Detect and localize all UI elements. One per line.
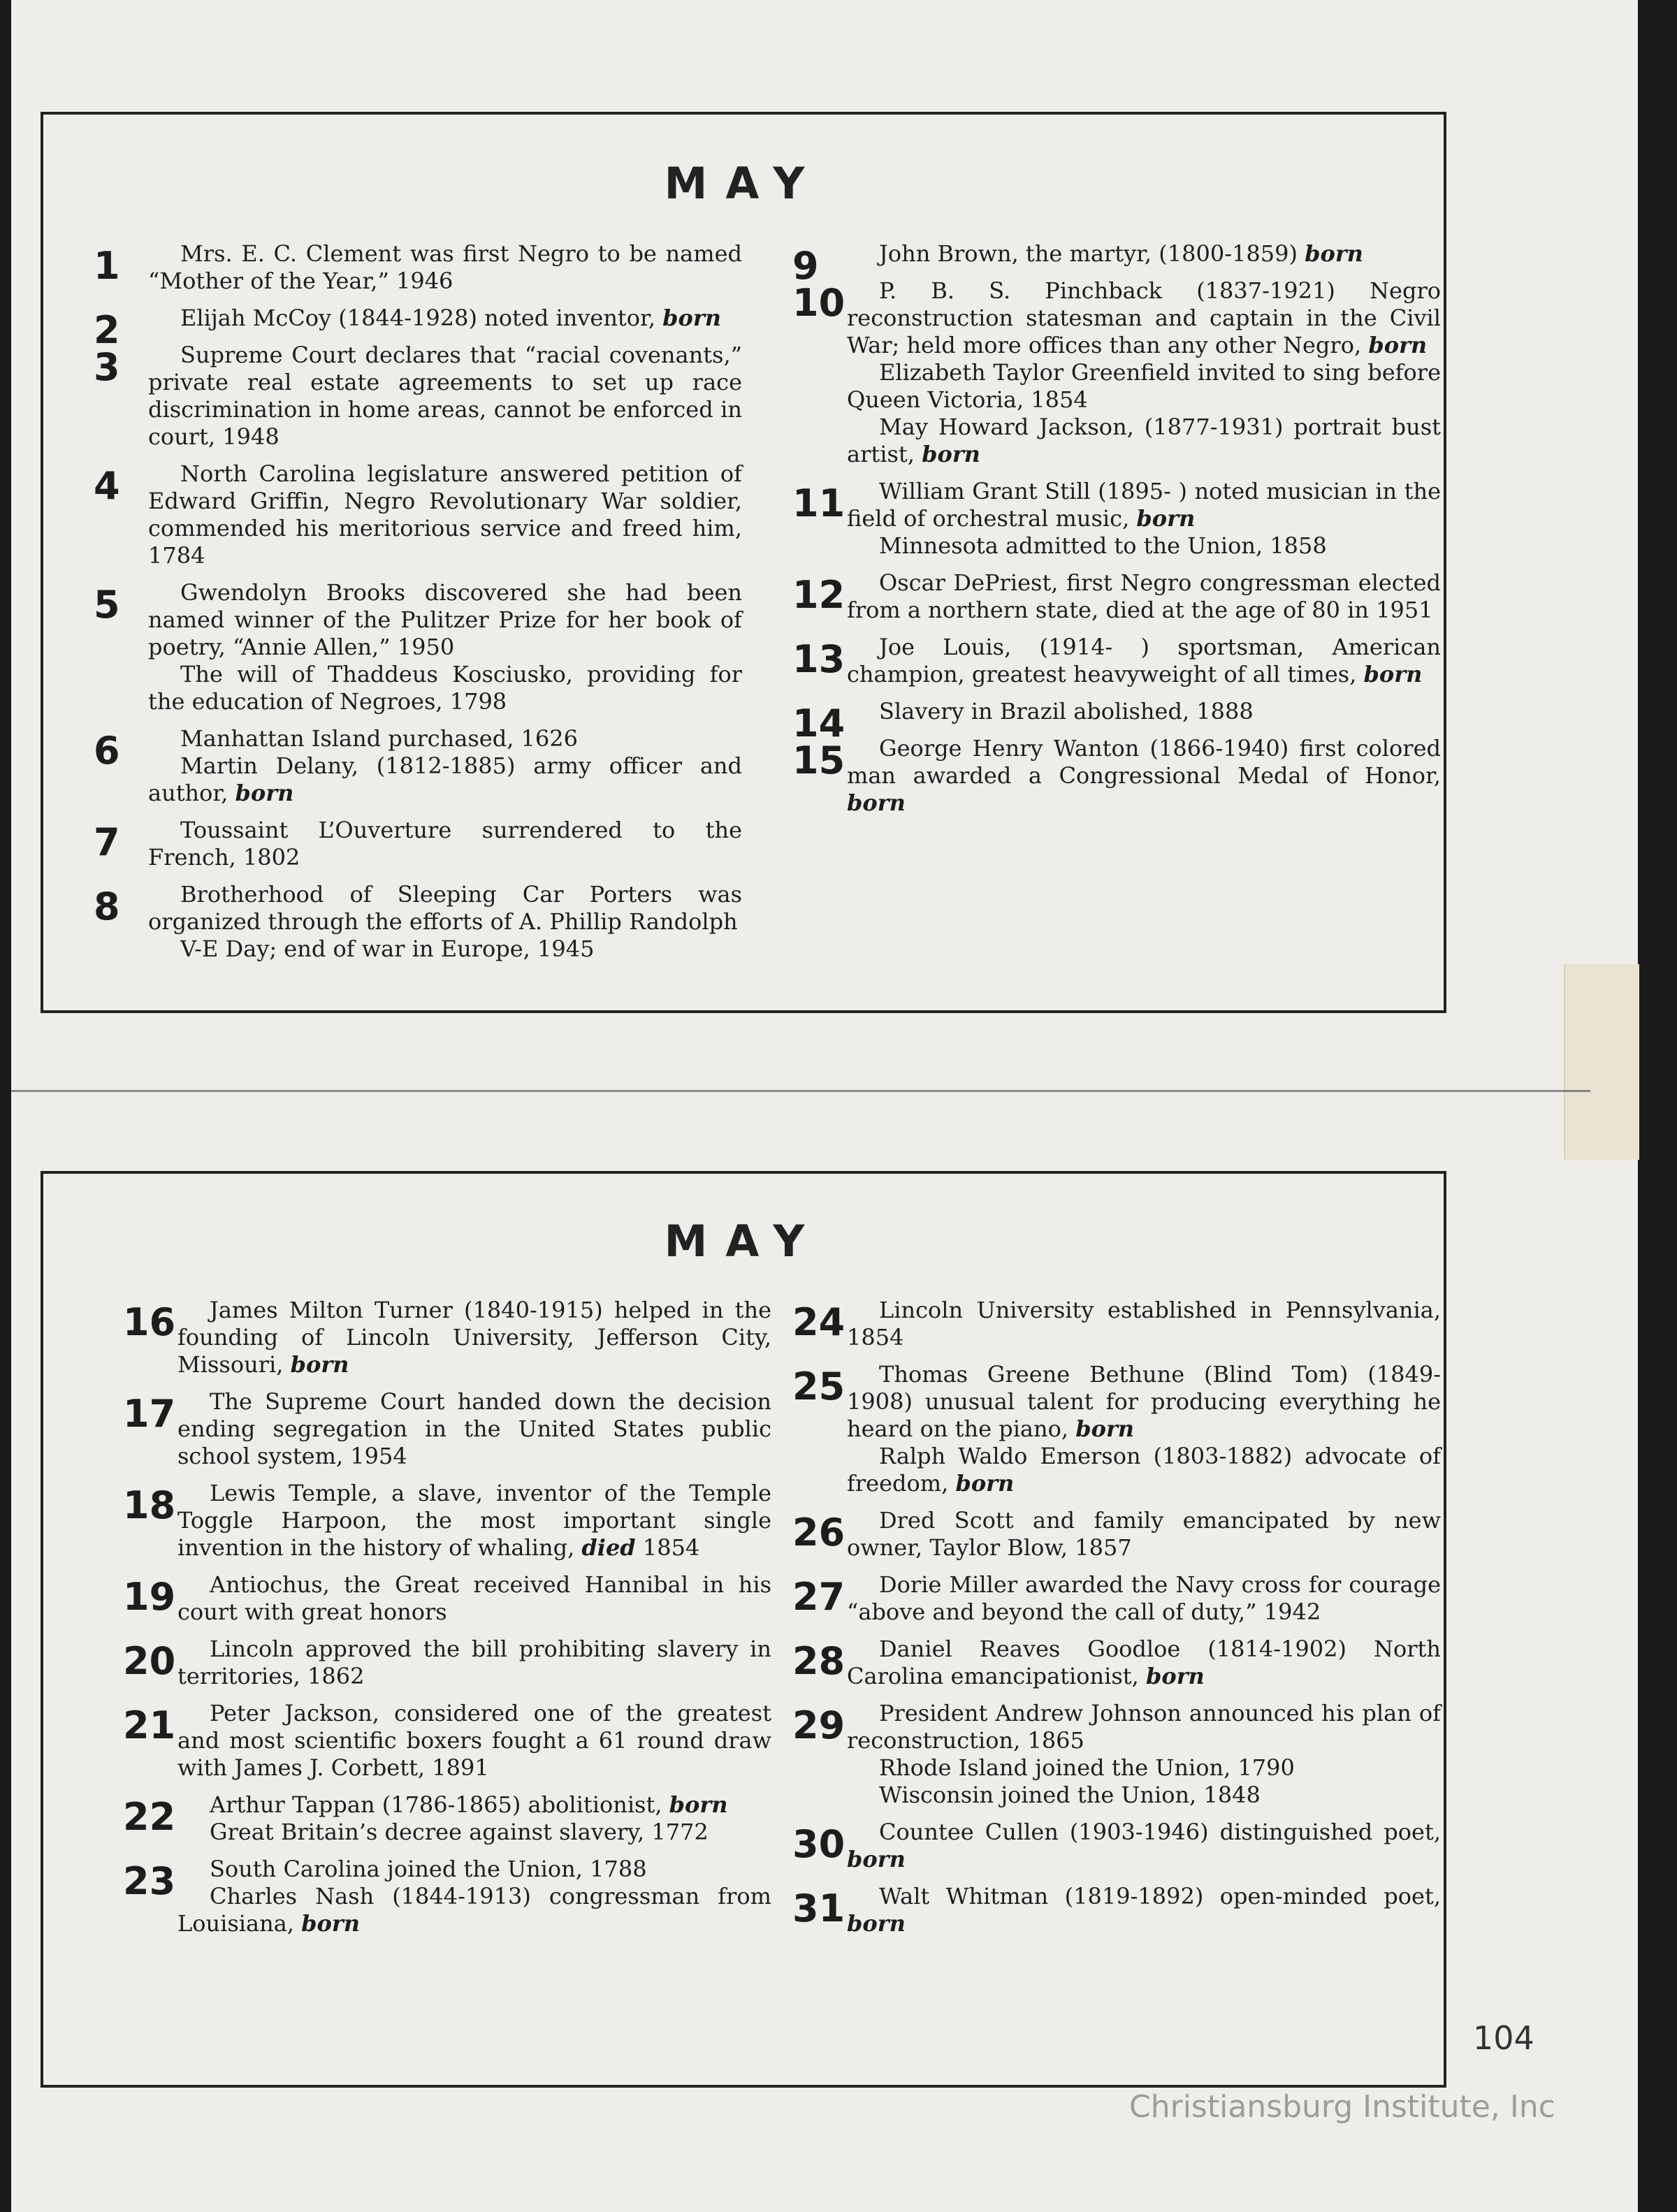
day-number: 15 [792,738,845,783]
day-number: 21 [123,1703,176,1747]
day-number: 3 [94,345,120,389]
day-number: 31 [792,1886,845,1930]
event-text: South Carolina joined the Union, 1788 [210,1856,647,1882]
event-text: The will of Thaddeus Kosciusko, providing for the education of Negroes, 1798 [148,661,742,715]
may-panel-bottom [41,1171,1446,2088]
calendar-entry [123,1791,771,1846]
day-number: 10 [792,281,845,325]
event-text: North Carolina legislature answered petition of Edward Griffin, Negro Revolutionary War soldier, commended his meritorious service and freed him, 1784 [148,460,742,569]
calendar-entry [94,460,742,569]
event-text: Lincoln University established in Pennsylvania, 1854 [847,1297,1441,1351]
event-text: James Milton Turner (1840-1915) helped in the founding of Lincoln University, Jefferson City, Missouri, born [177,1297,771,1378]
day-number: 25 [792,1365,845,1409]
event-text: Toussaint L’Ouverture surrendered to the French, 1802 [148,817,742,871]
day-number: 8 [94,885,120,929]
day-number: 11 [792,481,845,525]
day-number: 18 [123,1483,176,1527]
event-text: Countee Cullen (1903-1946) distinguished poet, born [847,1819,1441,1872]
watermark: Christiansburg Institute, Inc [1129,2089,1555,2125]
event-text: Lewis Temple, a slave, inventor of the Temple Toggle Harpoon, the most important single invention in the history of whaling, died 1854 [177,1480,771,1561]
event-text: Brotherhood of Sleeping Car Porters was organized through the efforts of A. Phillip Randolph [148,881,742,935]
event-text: V-E Day; end of war in Europe, 1945 [180,936,595,962]
day-number: 7 [94,820,120,864]
left-column [123,1297,771,1947]
calendar-entry [792,1883,1441,1937]
calendar-entry [792,1700,1441,1809]
calendar-entry [792,277,1441,468]
day-number: 20 [123,1639,176,1683]
event-text: May Howard Jackson, (1877-1931) portrait bust artist, born [847,414,1441,467]
event-text: Oscar DePriest, first Negro congressman elected from a northern state, died at the age of 80 in 1951 [847,569,1441,623]
day-number: 29 [792,1703,845,1747]
event-text: Joe Louis, (1914- ) sportsman, American champion, greatest heavyweight of all times, born [847,634,1441,687]
event-text: Lincoln approved the bill prohibiting slavery in territories, 1862 [177,1636,771,1689]
day-number: 30 [792,1822,845,1866]
event-text: P. B. S. Pinchback (1837-1921) Negro reconstruction statesman and captain in the Civil War; held more offices than any other Negro, born [847,277,1441,358]
calendar-entry [792,634,1441,688]
calendar-entry [792,735,1441,817]
calendar-entry [94,725,742,807]
day-number: 12 [792,573,845,617]
calendar-entry [792,1571,1441,1626]
event-text: William Grant Still (1895- ) noted musician in the field of orchestral music, born [847,478,1441,532]
event-text: Thomas Greene Bethune (Blind Tom) (1849-1908) unusual talent for producing everything he heard on the piano, born [847,1361,1441,1442]
event-text: Antiochus, the Great received Hannibal in his court with great honors [177,1571,771,1625]
calendar-entry [123,1636,771,1690]
day-number: 14 [792,701,845,745]
day-number: 27 [792,1575,845,1619]
event-text: Mrs. E. C. Clement was first Negro to be named “Mother of the Year,” 1946 [148,240,742,294]
event-text: George Henry Wanton (1866-1940) first colored man awarded a Congressional Medal of Honor, born [847,735,1441,816]
may-panel-top [41,112,1446,1013]
calendar-entry [123,1480,771,1562]
day-number: 5 [94,583,120,627]
event-text: Dred Scott and family emancipated by new owner, Taylor Blow, 1857 [847,1507,1441,1561]
calendar-entry [792,569,1441,624]
event-text: Elijah McCoy (1844-1928) noted inventor, born [180,305,722,331]
calendar-entry [94,305,742,352]
event-text: Elizabeth Taylor Greenfield invited to sing before Queen Victoria, 1854 [847,359,1441,413]
right-column [792,1297,1441,1947]
event-text: Great Britain’s decree against slavery, 1772 [210,1819,709,1845]
calendar-entry [94,342,742,451]
calendar-entry [123,1856,771,1937]
day-number: 9 [792,244,819,288]
calendar-entry [123,1700,771,1782]
event-text: Slavery in Brazil abolished, 1888 [879,698,1254,725]
event-text: Arthur Tappan (1786-1865) abolitionist, born [210,1791,728,1818]
calendar-entry [94,579,742,715]
calendar-entry [792,1636,1441,1690]
event-text: Walt Whitman (1819-1892) open-minded poet, born [847,1883,1441,1937]
calendar-entry [94,240,742,295]
calendar-entry [792,1361,1441,1497]
calendar-entry [792,478,1441,560]
event-text: Daniel Reaves Goodloe (1814-1902) North Carolina emancipationist, born [847,1636,1441,1689]
panel-title: MAY [664,158,823,209]
panel-title: MAY [664,1216,823,1267]
calendar-entry [94,817,742,871]
day-number: 26 [792,1511,845,1555]
day-number: 1 [94,244,120,288]
calendar-entry [792,1819,1441,1873]
event-text: Rhode Island joined the Union, 1790 [879,1754,1295,1781]
event-text: Dorie Miller awarded the Navy cross for courage “above and beyond the call of duty,” 1942 [847,1571,1441,1625]
calendar-entry [123,1388,771,1470]
event-text: Peter Jackson, considered one of the greatest and most scientific boxers fought a 61 round draw with James J. Corbett, 1891 [177,1700,771,1781]
day-number: 2 [94,308,120,352]
event-text: Supreme Court declares that “racial covenants,” private real estate agreements to set up race discrimination in home areas, cannot be enforced in court, 1948 [148,342,742,450]
event-text: Ralph Waldo Emerson (1803-1882) advocate of freedom, born [847,1443,1441,1497]
event-text: Charles Nash (1844-1913) congressman from Louisiana, born [177,1883,771,1937]
event-text: Manhattan Island purchased, 1626 [180,725,578,752]
tape-strip [1564,964,1639,1160]
day-number: 19 [123,1575,176,1619]
left-column [94,240,742,973]
day-number: 28 [792,1639,845,1683]
calendar-entry [792,1297,1441,1351]
day-number: 23 [123,1859,176,1903]
day-number: 17 [123,1392,176,1436]
calendar-entry [792,698,1441,745]
page-number: 104 [1473,2019,1534,2057]
event-text: The Supreme Court handed down the decision ending segregation in the United States public school system, 1954 [177,1388,771,1469]
calendar-entry [792,1507,1441,1562]
day-number: 22 [123,1795,176,1839]
event-text: Gwendolyn Brooks discovered she had been named winner of the Pulitzer Prize for her book of poetry, “Annie Allen,” 1950 [148,579,742,660]
event-text: Martin Delany, (1812-1885) army officer and author, born [148,752,742,806]
day-number: 24 [792,1300,845,1344]
event-text: John Brown, the martyr, (1800-1859) born [879,240,1363,267]
day-number: 6 [94,729,120,773]
day-number: 13 [792,637,845,681]
calendar-entry [123,1571,771,1626]
day-number: 16 [123,1300,176,1344]
calendar-entry [123,1297,771,1378]
calendar-entry [792,240,1441,288]
fold-line [11,1090,1590,1092]
event-text: President Andrew Johnson announced his plan of reconstruction, 1865 [847,1700,1441,1754]
event-text: Wisconsin joined the Union, 1848 [879,1782,1261,1808]
right-column [792,240,1441,827]
day-number: 4 [94,464,120,508]
calendar-page [11,0,1638,2212]
calendar-entry [94,881,742,963]
event-text: Minnesota admitted to the Union, 1858 [879,532,1327,559]
